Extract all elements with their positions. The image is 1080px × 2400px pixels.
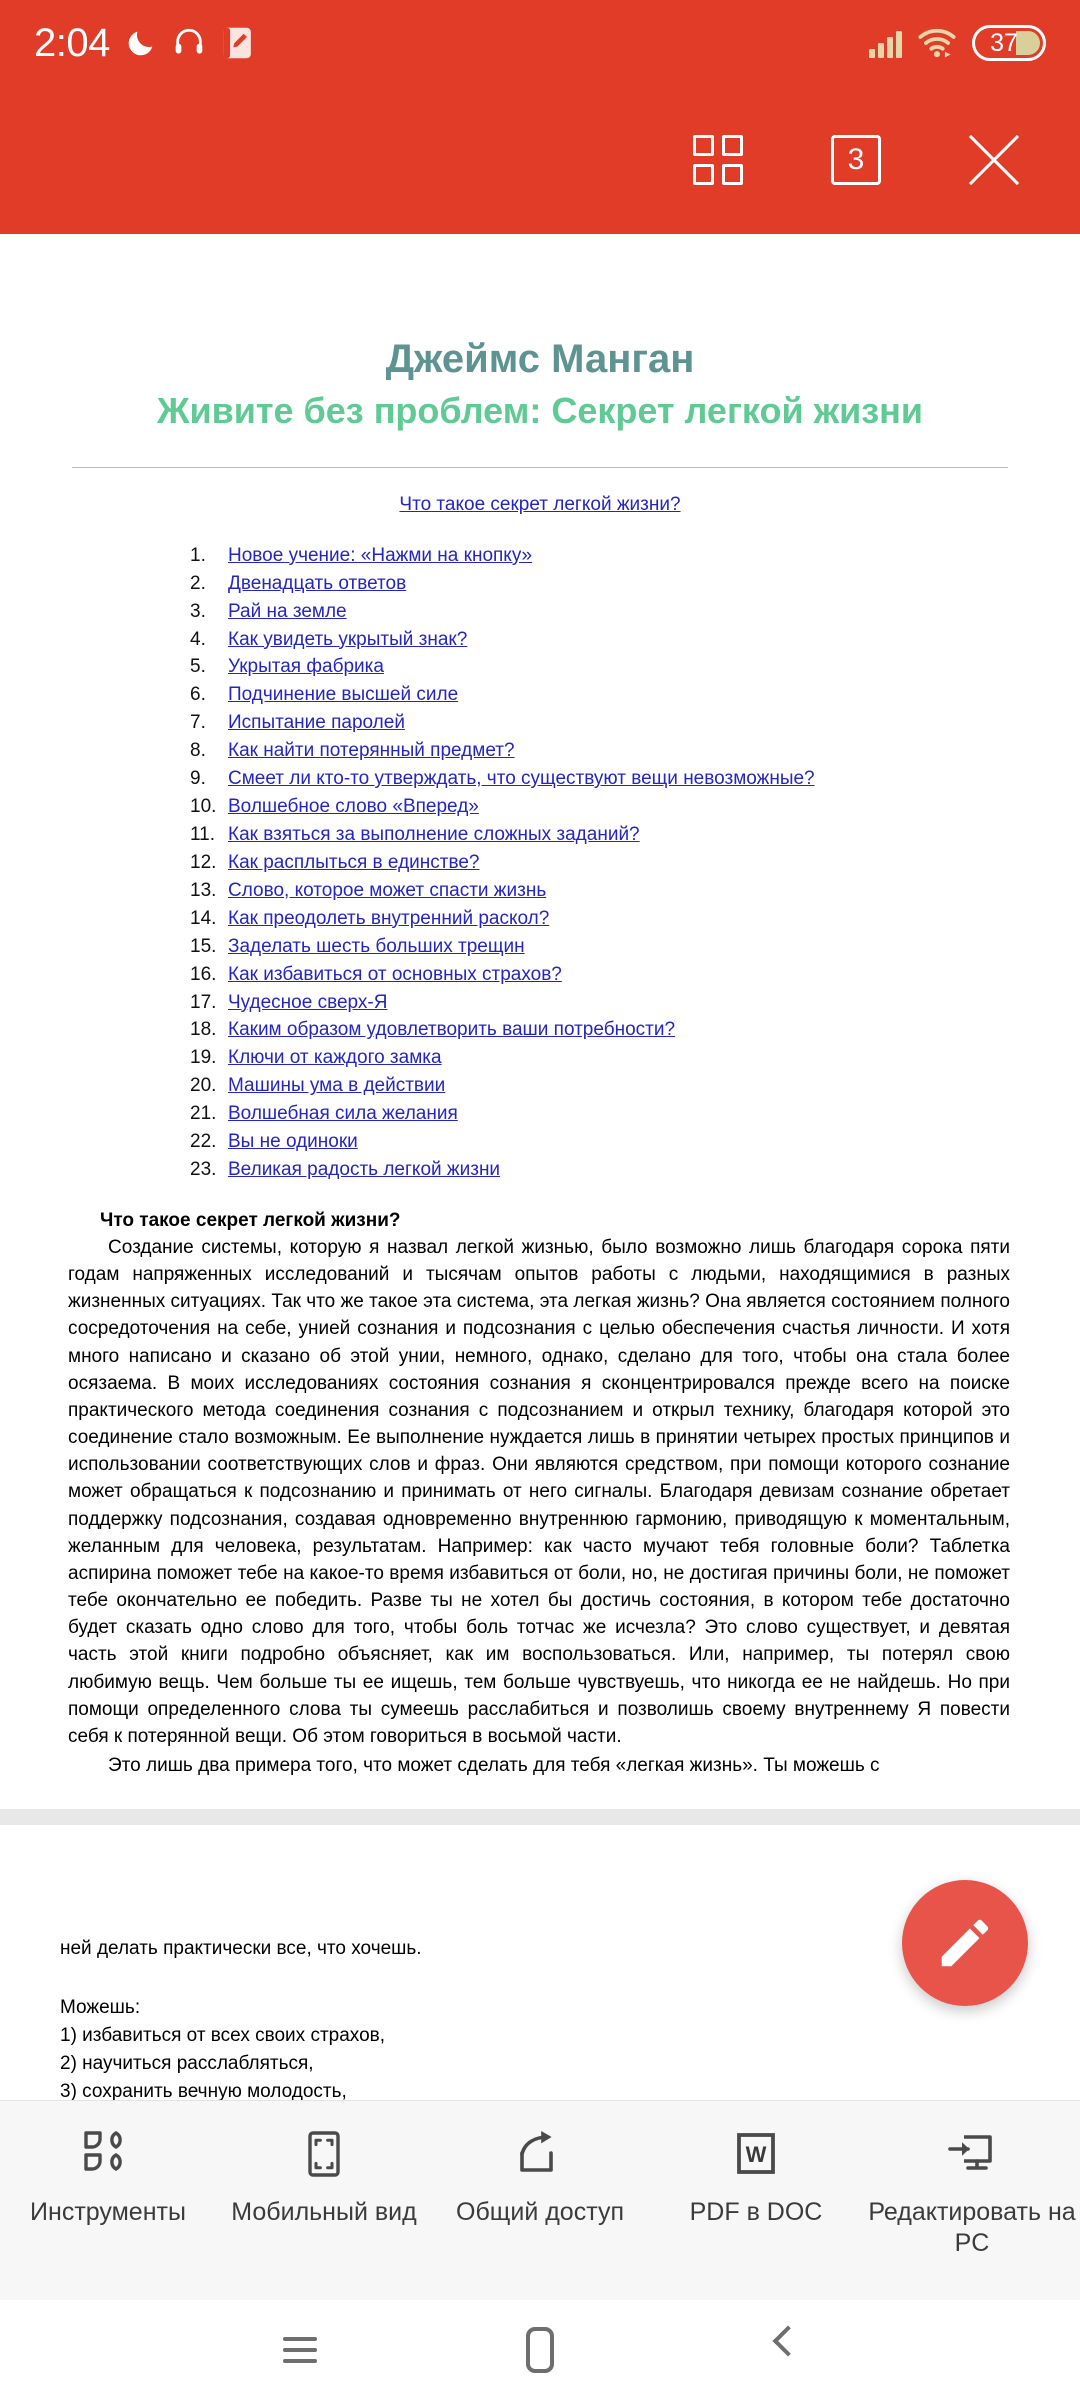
back-icon	[767, 2328, 793, 2372]
toc-item-link[interactable]: Укрытая фабрика	[228, 656, 384, 678]
status-bar-left	[34, 23, 254, 63]
toc-item[interactable]	[190, 1072, 1020, 1100]
svg-text:W: W	[745, 2142, 767, 2168]
toc-item[interactable]	[190, 1100, 1020, 1128]
toc-heading-link[interactable]: Что такое секрет легкой жизни?	[399, 493, 681, 515]
toolbar-label: Инструменты	[30, 2198, 186, 2226]
page2-list	[60, 1994, 1020, 2100]
toc-item-link[interactable]: Рай на земле	[228, 600, 347, 622]
toc-item[interactable]	[190, 765, 1020, 793]
toc-item-link[interactable]: Новое учение: «Нажми на кнопку»	[228, 544, 533, 566]
toc-item[interactable]	[190, 626, 1020, 654]
toc-item-number: 2.	[190, 572, 206, 594]
toc-item[interactable]	[190, 849, 1020, 877]
share-arrow-icon	[514, 2127, 566, 2183]
status-clock: 2:04	[34, 21, 110, 65]
tab-count-button[interactable]	[818, 122, 894, 198]
status-bar-right	[869, 25, 1046, 61]
toc-item[interactable]	[190, 793, 1020, 821]
toolbar-label: Мобильный вид	[231, 2198, 417, 2226]
toc-item[interactable]	[190, 877, 1020, 905]
toc-item-link[interactable]: Как расплыться в единстве?	[228, 851, 480, 873]
toc-item-link[interactable]: Как избавиться от основных страхов?	[228, 963, 562, 985]
toc-item[interactable]	[190, 1016, 1020, 1044]
toc-item-number: 12.	[190, 851, 217, 873]
home-button[interactable]	[495, 2315, 585, 2385]
toc-item-number: 5.	[190, 656, 206, 678]
toc-item[interactable]	[190, 905, 1020, 933]
page-break	[0, 1809, 1080, 1825]
page2-continuation-line: ней делать практически все, что хочешь.	[60, 1938, 422, 1960]
toc-item-link[interactable]: Испытание паролей	[228, 712, 405, 734]
toc-item-link[interactable]: Каким образом удовлетворить ваши потребности?	[228, 1019, 676, 1041]
toc-item[interactable]	[190, 1044, 1020, 1072]
home-icon	[526, 2327, 554, 2373]
page2-list-item: 2) научиться расслабляться,	[60, 2052, 314, 2074]
toc-item-number: 15.	[190, 935, 217, 957]
toc-item[interactable]	[190, 709, 1020, 737]
toc-item[interactable]	[190, 653, 1020, 681]
edit-fab-button[interactable]	[902, 1880, 1028, 2006]
close-icon	[967, 133, 1021, 187]
android-nav-bar	[0, 2300, 1080, 2400]
toc-item-number: 6.	[190, 684, 206, 706]
document-page-1	[0, 234, 1080, 1809]
toc-item-number: 1.	[190, 544, 206, 566]
toc-item[interactable]	[190, 570, 1020, 598]
edit-on-pc-icon	[946, 2127, 998, 2183]
recents-icon	[283, 2337, 317, 2363]
toc-item-link[interactable]: Вы не одиноки	[228, 1131, 358, 1153]
page2-list-intro: Можешь:	[60, 1996, 141, 2018]
toc-item-number: 7.	[190, 712, 206, 734]
back-button[interactable]	[735, 2315, 825, 2385]
toolbar-label: PDF в DOC	[689, 2198, 823, 2226]
toc-item-number: 8.	[190, 740, 206, 762]
document-author: Джеймс Манган	[385, 337, 695, 381]
do-not-disturb-moon-icon	[124, 26, 158, 60]
note-edit-icon	[220, 25, 254, 61]
toolbar-label: Общий доступ	[456, 2198, 624, 2226]
close-button[interactable]	[956, 122, 1032, 198]
bottom-toolbar	[0, 2100, 1080, 2300]
body-paragraph-1: Создание системы, которую я назвал легкой жизнью, было возможно лишь благодаря сорока пяти годам напряженных исследований и тысячам опытов работы с людьми, находящимися в разных жизненных ситуациях. Так что же такое эта система, эта легкая жизнь? Она является состоянием полного сосредоточения на себе, унией сознания и подсознания с целью обеспечения счастья личности. И хотя много написано и сказано об этой унии, немного, однако, сделано для того, чтобы она стала более осязаема. В моих исследованиях состояния сознания я сконцентрировался прежде всего на поиске практического метода соединения сознания с подсознанием и открыл технику, благодаря которой это соединение стало возможным. Ее выполнение нуждается лишь в принятии четырех простых принципов и использовании соответствующих слов и фраз. Они являются средством, при помощи которого сознание может обращаться к подсознанию и принимать от него сигналы. Благодаря девизам сознание обретает поддержку подсознания, создавая одновременно внутреннюю гармонию, приводящую к моментальным, желанным для человека, результатам. Например: как часто мучают тебя головные боли? Таблетка аспирина поможет тебе на какое-то время избавиться от боли, но, не достигая причины боли, не поможет тебе окончательно ее победить. Разве ты не хотел бы достичь состояния, в котором тебе достаточно будет сказать одно слово для того, чтобы боль тотчас же исчезла? Это слово существует, и девятая часть этой книги подробно объясняет, как им воспользоваться. Или, например, ты потерял свою любимую вещь. Чем больше ты ее ищешь, тем больше чувствуешь, что никогда ее не найдешь. Но при помощи определенного слова ты сумеешь расслабиться и позволишь своему внутреннему Я повести себя к потерянной вещи. Об этом говориться в восьмой части.	[68, 1237, 1010, 1747]
toc-item-link[interactable]: Чудесное сверх-Я	[228, 991, 388, 1013]
toc-item-number: 3.	[190, 600, 206, 622]
toc-item-link[interactable]: Машины ума в действии	[228, 1075, 446, 1097]
toc-item-number: 22.	[190, 1131, 217, 1153]
section-heading: Что такое секрет легкой жизни?	[100, 1210, 401, 1231]
document-viewport[interactable]	[0, 234, 1080, 2100]
page2-list-item: 3) сохранить вечную молодость,	[60, 2080, 347, 2100]
toolbar-item-share[interactable]	[435, 2127, 645, 2228]
body-paragraph-2: Это лишь два примера того, что может сделать для тебя «легкая жизнь». Ты можешь с	[108, 1754, 880, 1776]
toc-item-number: 19.	[190, 1047, 217, 1069]
mobile-view-icon	[298, 2127, 350, 2183]
toc-item-link[interactable]: Ключи от каждого замка	[228, 1047, 442, 1069]
toc-item-number: 18.	[190, 1019, 217, 1041]
toc-item-number: 23.	[190, 1159, 217, 1181]
toc-item-link[interactable]: Волшебная сила желания	[228, 1103, 458, 1125]
toc-item[interactable]	[190, 1156, 1020, 1184]
toc-list	[190, 542, 1020, 1184]
headphones-icon	[172, 26, 206, 60]
signal-bars-icon	[869, 28, 902, 58]
toc-item[interactable]	[190, 737, 1020, 765]
toc-item-number: 11.	[190, 824, 216, 846]
wifi-icon	[918, 27, 956, 59]
toc-item-number: 20.	[190, 1075, 217, 1097]
toc-item[interactable]	[190, 989, 1020, 1017]
document-title: Живите без проблем: Секрет легкой жизни	[156, 390, 924, 431]
status-bar	[0, 0, 1080, 86]
toc-item[interactable]	[190, 681, 1020, 709]
toolbar-item-pdf-to-doc[interactable]	[651, 2127, 861, 2228]
toc-item[interactable]	[190, 821, 1020, 849]
toc-item-number: 16.	[190, 963, 217, 985]
toc-item[interactable]	[190, 1128, 1020, 1156]
app-header	[0, 86, 1080, 234]
word-doc-icon	[730, 2127, 782, 2183]
page2-list-item: 1) избавиться от всех своих страхов,	[60, 2024, 386, 2046]
toolbar-label: Редактировать на PC	[868, 2198, 1076, 2257]
grid-view-button[interactable]	[680, 122, 756, 198]
toc-item-link[interactable]: Волшебное слово «Вперед»	[228, 796, 479, 818]
toolbar-item-edit-on-pc[interactable]	[867, 2127, 1077, 2258]
toc-item-number: 4.	[190, 628, 206, 650]
toc-item-link[interactable]: Великая радость легкой жизни	[228, 1159, 501, 1181]
toc-heading	[60, 494, 1020, 516]
toc-item-link[interactable]: Как найти потерянный предмет?	[228, 740, 515, 762]
tab-count-badge: 3	[831, 135, 881, 185]
battery-icon	[972, 25, 1046, 61]
toc-item-number: 9.	[190, 768, 206, 790]
toolbar-item-mobile-view[interactable]	[219, 2127, 429, 2228]
toc-item[interactable]	[190, 598, 1020, 626]
toc-item-link[interactable]: Как увидеть укрытый знак?	[228, 628, 468, 650]
toc-item-link[interactable]: Слово, которое может спасти жизнь	[228, 879, 547, 901]
toc-item-link[interactable]: Подчинение высшей силе	[228, 684, 459, 706]
pencil-edit-icon	[934, 1912, 996, 1974]
toolbar-item-tools[interactable]	[3, 2127, 213, 2228]
divider	[72, 467, 1008, 468]
toc-item[interactable]	[190, 933, 1020, 961]
recents-button[interactable]	[255, 2315, 345, 2385]
toc-item-link[interactable]: Двенадцать ответов	[228, 572, 407, 594]
grid-icon	[693, 135, 743, 185]
toc-item-number: 17.	[190, 991, 217, 1013]
toc-item-number: 13.	[190, 879, 217, 901]
page2-list-items	[60, 2022, 1020, 2100]
toc-item-number: 21.	[190, 1103, 217, 1125]
tools-grid-icon	[82, 2127, 134, 2183]
battery-level: 37	[990, 28, 1018, 57]
toc-item-link[interactable]: Заделать шесть больших трещин	[228, 935, 525, 957]
toc-item[interactable]	[190, 542, 1020, 570]
toc-item-link[interactable]: Как преодолеть внутренний раскол?	[228, 907, 550, 929]
toc-item-number: 14.	[190, 907, 217, 929]
toc-item[interactable]	[190, 961, 1020, 989]
toc-item-number: 10.	[190, 796, 217, 818]
toc-item-link[interactable]: Как взяться за выполнение сложных заданий?	[228, 824, 640, 846]
toc-item-link[interactable]: Смеет ли кто-то утверждать, что существуют вещи невозможные?	[228, 768, 815, 790]
